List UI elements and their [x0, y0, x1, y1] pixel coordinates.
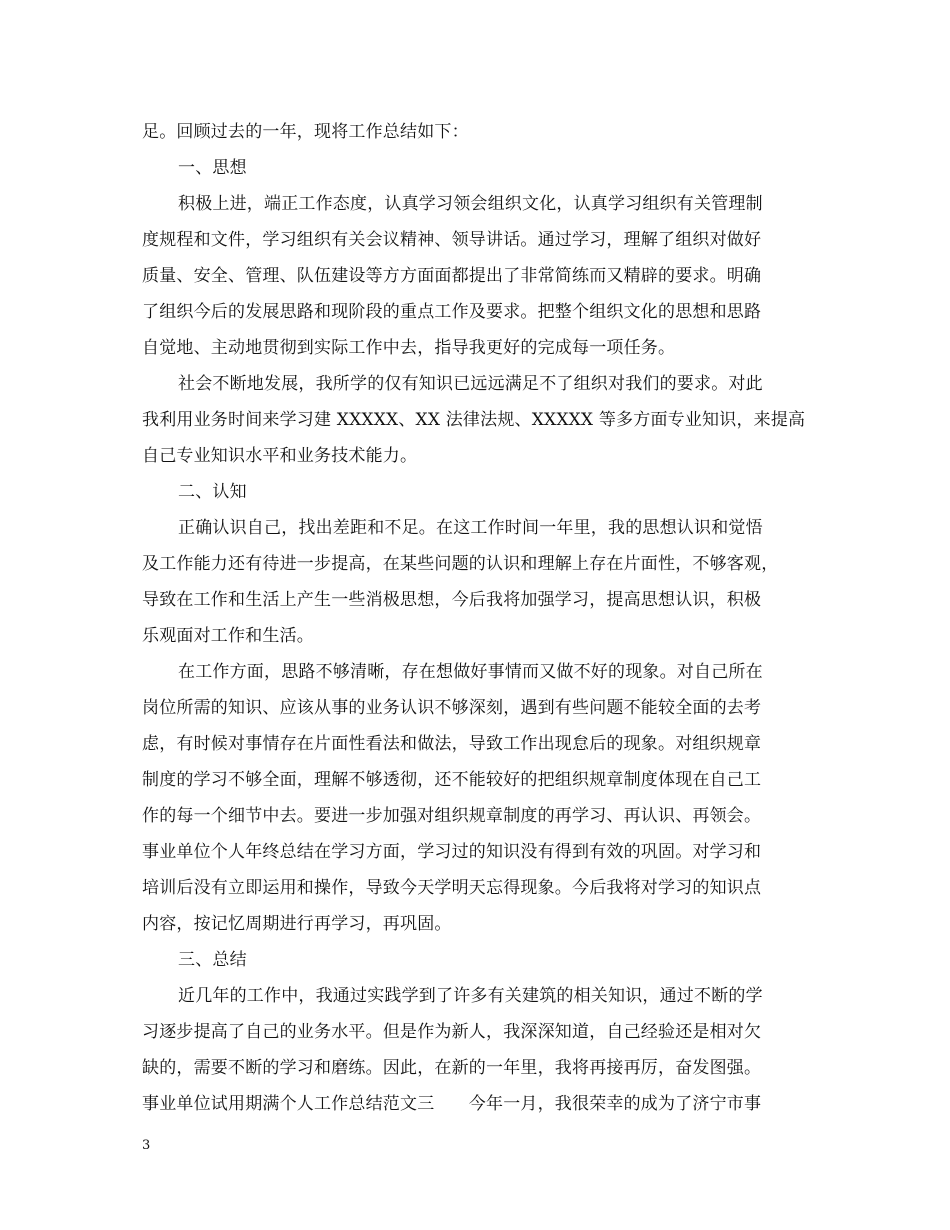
text-line: 培训后没有立即运用和操作，导致今天学明天忘得现象。今后我将对学习的知识点 — [142, 878, 762, 898]
page-number: 3 — [142, 1138, 151, 1153]
text-line: 制度的学习不够全面，理解不够透彻，还不能较好的把组织规章制度体现在自己工 — [142, 770, 762, 790]
document-body — [142, 114, 812, 1122]
text-line: 足。回顾过去的一年，现将工作总结如下： — [142, 122, 469, 142]
text-line: 近几年的工作中，我通过实践学到了许多有关建筑的相关知识，通过不断的学 — [178, 986, 763, 1006]
text-line: 积极上进，端正工作态度，认真学习领会组织文化，认真学习组织有关管理制 — [178, 194, 763, 214]
text-line: 一、思想 — [178, 158, 247, 178]
text-line: 三、总结 — [178, 950, 247, 970]
text-line: 事业单位试用期满个人工作总结范文三 今年一月，我很荣幸的成为了济宁市事 — [142, 1094, 762, 1114]
text-line: 二、认知 — [178, 482, 247, 502]
text-line: 及工作能力还有待进一步提高，在某些问题的认识和理解上存在片面性，不够客观， — [142, 554, 779, 574]
text-line: 在工作方面，思路不够清晰，存在想做好事情而又做不好的现象。对自己所在 — [178, 662, 763, 682]
text-line: 习逐步提高了自己的业务水平。但是作为新人，我深深知道，自己经验还是相对欠 — [142, 1022, 762, 1042]
text-line: 岗位所需的知识、应该从事的业务认识不够深刻，遇到有些问题不能较全面的去考 — [142, 698, 762, 718]
text-line: 缺的，需要不断的学习和磨练。因此，在新的一年里，我将再接再厉，奋发图强。 — [142, 1058, 762, 1078]
text-line: 度规程和文件，学习组织有关会议精神、领导讲话。通过学习，理解了组织对做好 — [142, 230, 762, 250]
text-line: 虑，有时候对事情存在片面性看法和做法，导致工作出现怠后的现象。对组织规章 — [142, 734, 762, 754]
text-line: 社会不断地发展，我所学的仅有知识已远远满足不了组织对我们的要求。对此 — [178, 374, 763, 394]
text-line: 自己专业知识水平和业务技术能力。 — [142, 446, 418, 466]
text-line: 自觉地、主动地贯彻到实际工作中去，指导我更好的完成每一项任务。 — [142, 338, 676, 358]
text-line: 正确认识自己，找出差距和不足。在这工作时间一年里，我的思想认识和觉悟 — [178, 518, 763, 538]
text-line: 质量、安全、管理、队伍建设等方方面面都提出了非常简练而又精辟的要求。明确 — [142, 266, 762, 286]
text-line: 乐观面对工作和生活。 — [142, 626, 314, 646]
text-line: 内容，按记忆周期进行再学习，再巩固。 — [142, 914, 452, 934]
text-line: 作的每一个细节中去。要进一步加强对组织规章制度的再学习、再认识、再领会。 — [142, 806, 762, 826]
text-line: 我利用业务时间来学习建 XXXXX、XX 法律法规、XXXXX 等多方面专业知识，来提高 — [142, 410, 806, 430]
text-line: 事业单位个人年终总结在学习方面，学习过的知识没有得到有效的巩固。对学习和 — [142, 842, 762, 862]
text-line: 了组织今后的发展思路和现阶段的重点工作及要求。把整个组织文化的思想和思路 — [142, 302, 762, 322]
text-line: 导致在工作和生活上产生一些消极思想，今后我将加强学习，提高思想认识，积极 — [142, 590, 762, 610]
